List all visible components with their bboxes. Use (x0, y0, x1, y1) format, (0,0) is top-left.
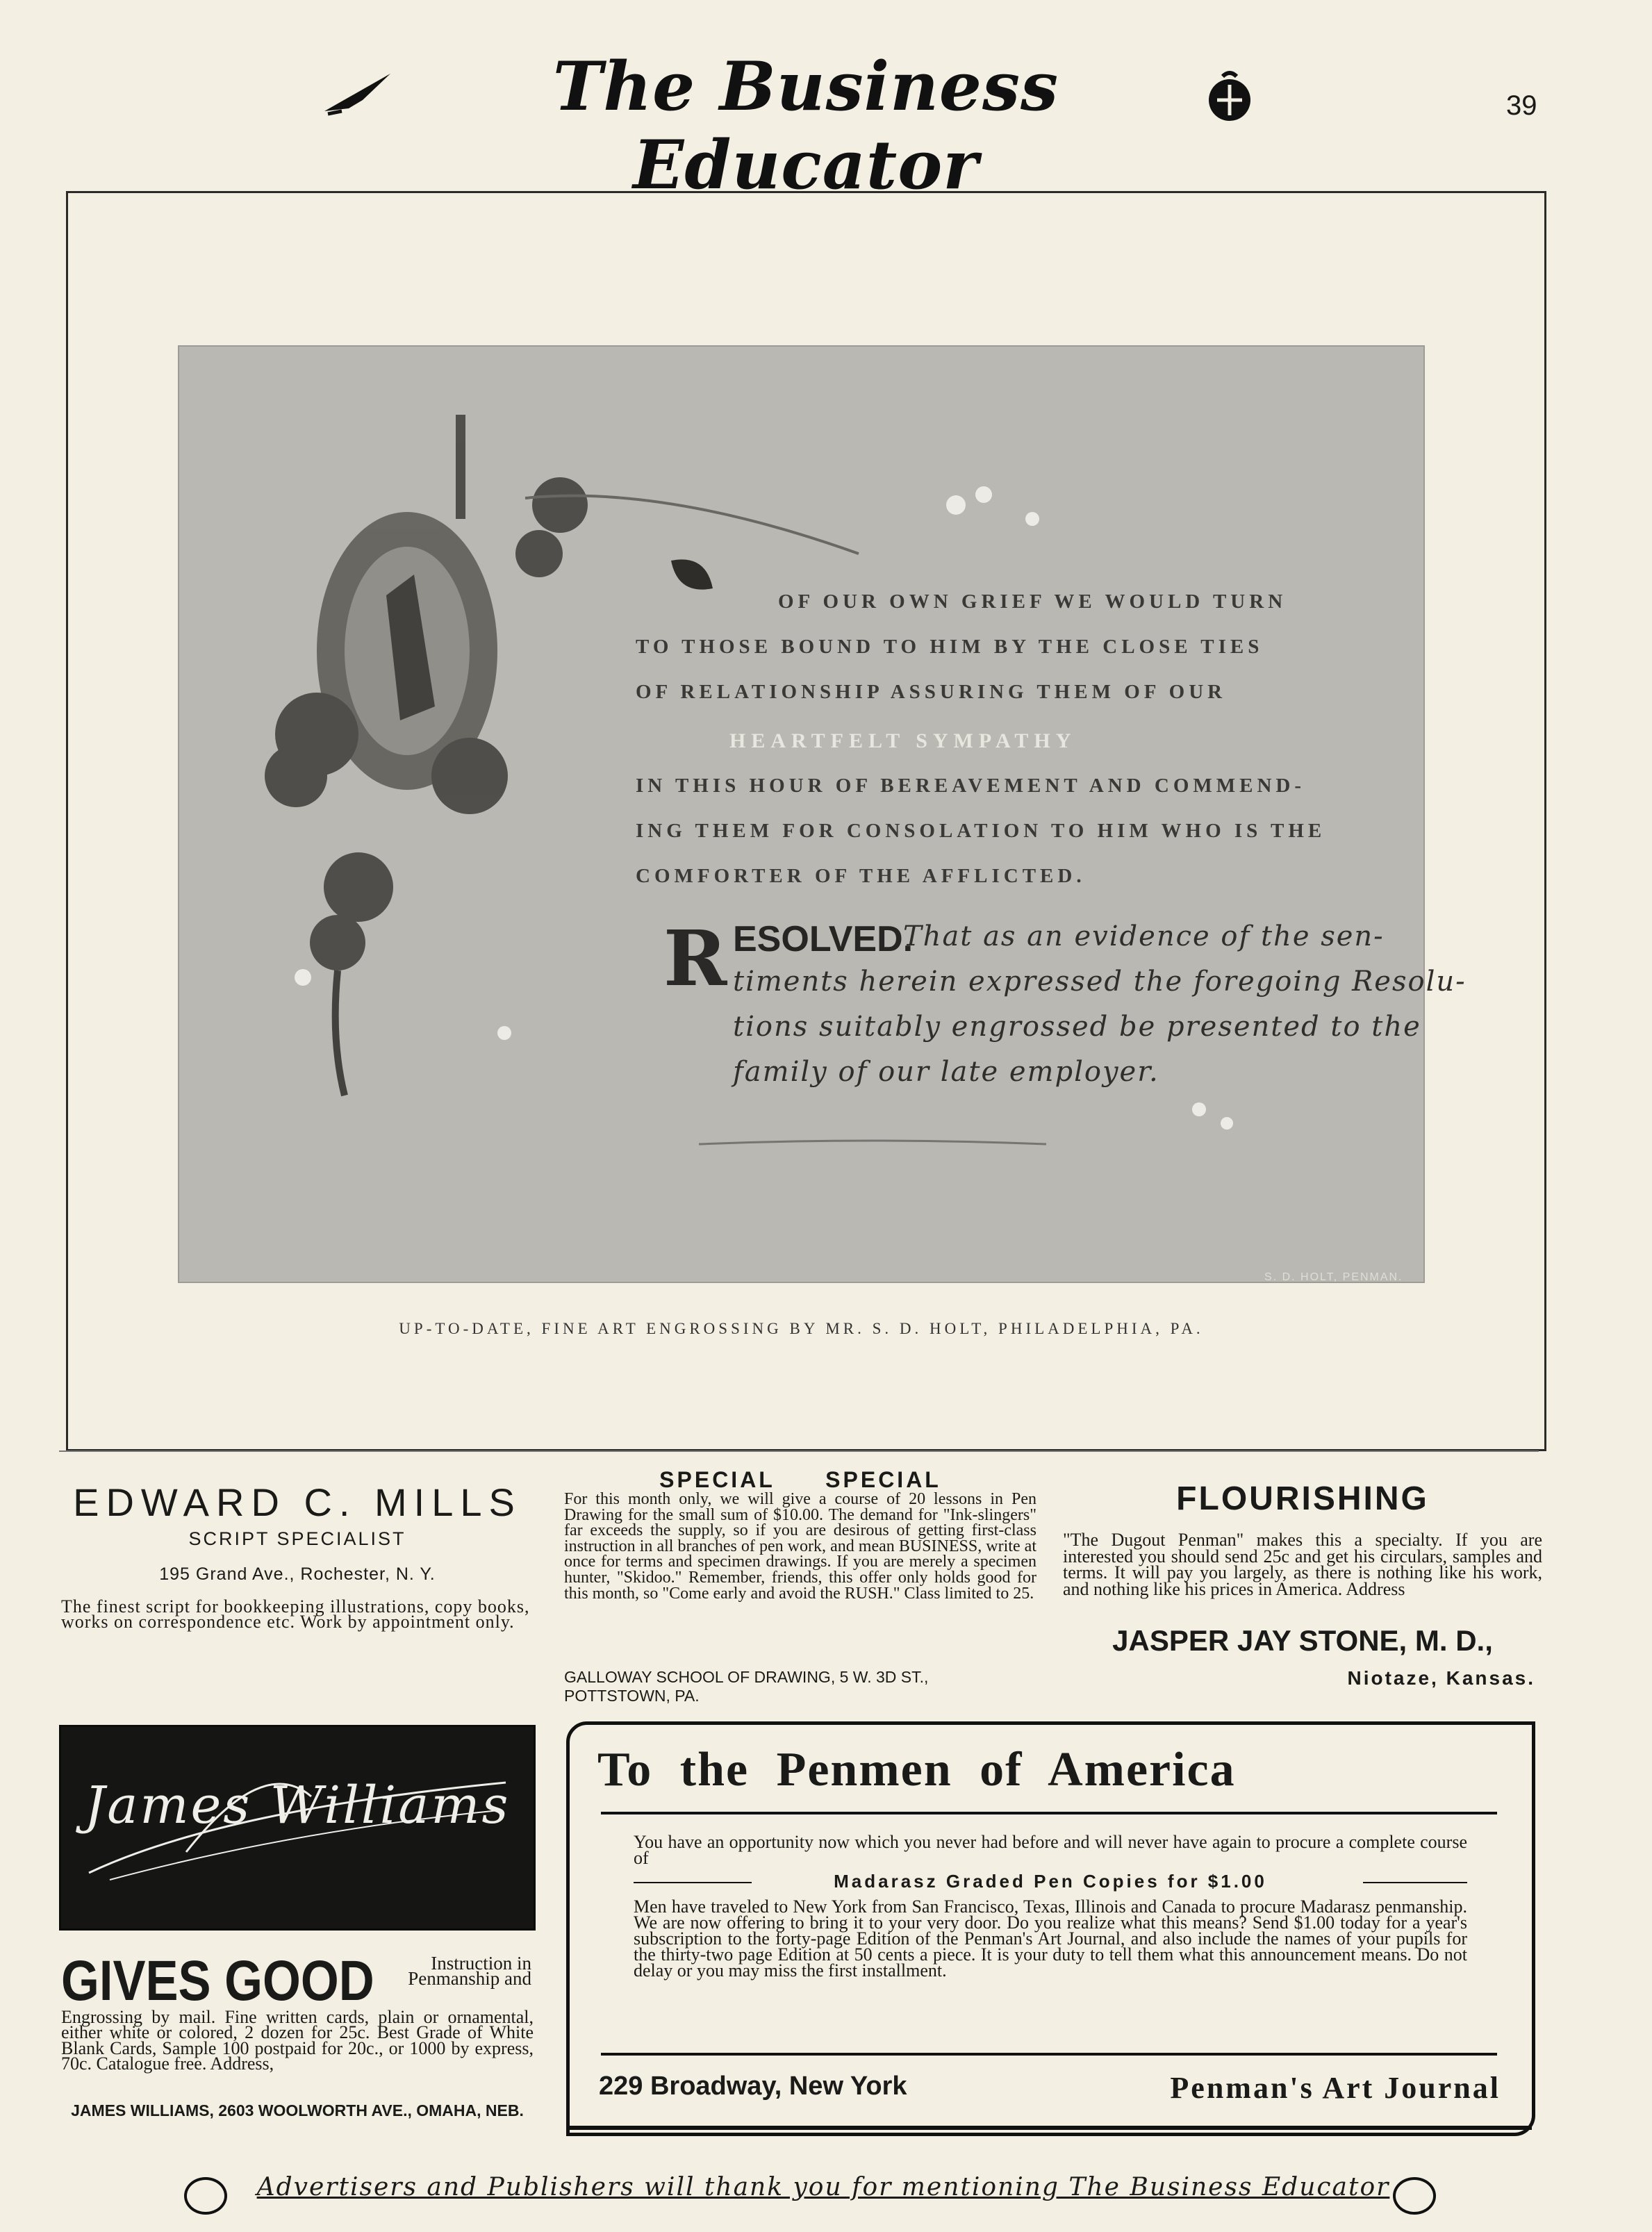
engraving-line-6: ING THEM FOR CONSOLATION TO HIM WHO IS THE (636, 820, 1326, 842)
williams-footer: JAMES WILLIAMS, 2603 WOOLWORTH AVE., OMAHA, NEB. (71, 2101, 524, 2119)
resolution-line-3: tions suitably engrossed be presented to the (733, 1011, 1421, 1043)
penmen-ad-body: Men have traveled to New York from San Francisco, Texas, Illinois and Canada to procure Madarasz penmanship. We are now offering to bring it to your very door. Do you realize what this means? Send $1.00 today for a year's subscription to the forty-page Edition of the Penman's Art Journal, and also include the names of your pupils for the thirty-two page Edition at 50 cents a piece. It is your duty to tell them what this announcement means. Do not delay or you may miss the first installment. (634, 1896, 1467, 1981)
penmen-ad-publication: Penman's Art Journal (1170, 2071, 1501, 2105)
special-heading: SPECIAL SPECIAL (659, 1467, 941, 1492)
engraving-line-5: IN THIS HOUR OF BEREAVEMENT AND COMMEND- (636, 775, 1306, 797)
offer-rule-right (1363, 1882, 1467, 1883)
penmen-ad-intro: You have an opportunity now which you never had before and will never have again to procure a complete course of (634, 1832, 1467, 1868)
mills-body: The finest script for bookkeeping illustrations, copy books, works on correspondence etc. Work by appointment only. (61, 1596, 530, 1632)
resolution-line-1: That as an evidence of the sen- (903, 920, 1385, 952)
floral-vignette-illustration (178, 345, 1425, 1283)
williams-body: Engrossing by mail. Fine written cards, plain or ornamental, either white or colored, 2 dozen for 25c. Best Grade of White Blank Cards, Sample 100 postpaid for 20c., or 1000 by express, 70c. Catalogue free. Address, (61, 2007, 534, 2074)
resolved-initial-r-icon: R (663, 914, 727, 1003)
williams-side-text: Instruction in Penmanship and (408, 1953, 531, 1989)
engraving-line-2: TO THOSE BOUND TO HIM BY THE CLOSE TIES (636, 636, 1264, 658)
page-footer (184, 2173, 1435, 2215)
footer-text: Advertisers and Publishers will thank you for mentioning The Business Educator (256, 2173, 1390, 2201)
penmen-ad-title: To the Penmen of America (597, 1743, 1236, 1796)
section-divider (59, 1450, 1539, 1452)
williams-card-signature: James Williams (84, 1776, 511, 1835)
flourishing-heading: FLOURISHING (1176, 1480, 1429, 1517)
mills-name: EDWARD C. MILLS (73, 1480, 522, 1524)
engraving-line-3: OF RELATIONSHIP ASSURING THEM OF OUR (636, 681, 1227, 703)
williams-gives-good: GIVES GOOD (61, 1949, 374, 2012)
quill-pen-icon (321, 68, 397, 117)
flourishing-body: "The Dugout Penman" makes this a specialty. If you are interested you should send 25c and get his circulars, samples and terms. It will pay you largely, as there is nothing like his work, and nothing like his prices in America. Address (1063, 1530, 1542, 1599)
flourishing-place: Niotaze, Kansas. (1347, 1667, 1535, 1689)
penmen-ad-address: 229 Broadway, New York (599, 2072, 907, 2101)
penmen-ad-rule-bottom (601, 2053, 1497, 2056)
mills-subtitle: SCRIPT SPECIALIST (188, 1528, 406, 1549)
engraving-heading: HEARTFELT SYMPATHY (729, 729, 1077, 752)
page-number: 39 (1506, 90, 1537, 121)
penmen-ad-offer-text: Madarasz Graded Pen Copies for $1.00 (834, 1871, 1267, 1892)
masthead-title: The Business Educator (552, 47, 1059, 204)
footer-right-cap-icon (1393, 2177, 1436, 2215)
resolution-line-4: family of our late employer. (733, 1056, 1159, 1088)
resolved-word: ESOLVED. (733, 919, 914, 959)
williams-signature-card (59, 1725, 536, 1931)
engraver-signature: S. D. HOLT, PENMAN. (1264, 1271, 1403, 1283)
penmen-ad-rule-top (601, 1812, 1497, 1814)
engraving-line-7: COMFORTER OF THE AFFLICTED. (636, 865, 1086, 887)
emblem-icon (1202, 69, 1257, 125)
mills-address: 195 Grand Ave., Rochester, N. Y. (159, 1564, 436, 1584)
engraving-line-1: OF OUR OWN GRIEF WE WOULD TURN (778, 590, 1287, 613)
footer-left-cap-icon (184, 2177, 227, 2215)
penmen-ad-offer (634, 1871, 1467, 1892)
engraving-caption: UP-TO-DATE, FINE ART ENGROSSING BY MR. S. D. HOLT, PHILADELPHIA, PA. (399, 1320, 1204, 1337)
penmen-ad-base-rule (566, 2126, 1532, 2130)
flourishing-name: JASPER JAY STONE, M. D., (1112, 1624, 1493, 1657)
special-footer: GALLOWAY SCHOOL OF DRAWING, 5 W. 3D ST., POTTSTOWN, PA. (564, 1668, 929, 1705)
special-body: For this month only, we will give a course of 20 lessons in Pen Drawing for the small sum of $10.00. The demand for "Ink-slingers" far exceeds the supply, so if you are desirous of getting first-class instruction in all branches of pen work, and mean BUSINESS, write at once for terms and specimen drawings. If you are merely a specimen hunter, "Skidoo." Remember, friends, this offer only holds good for this month, so "Come early and avoid the RUSH." Class limited to 25. (564, 1490, 1036, 1603)
resolution-line-2: timents herein expressed the foregoing Resolu- (733, 966, 1467, 998)
